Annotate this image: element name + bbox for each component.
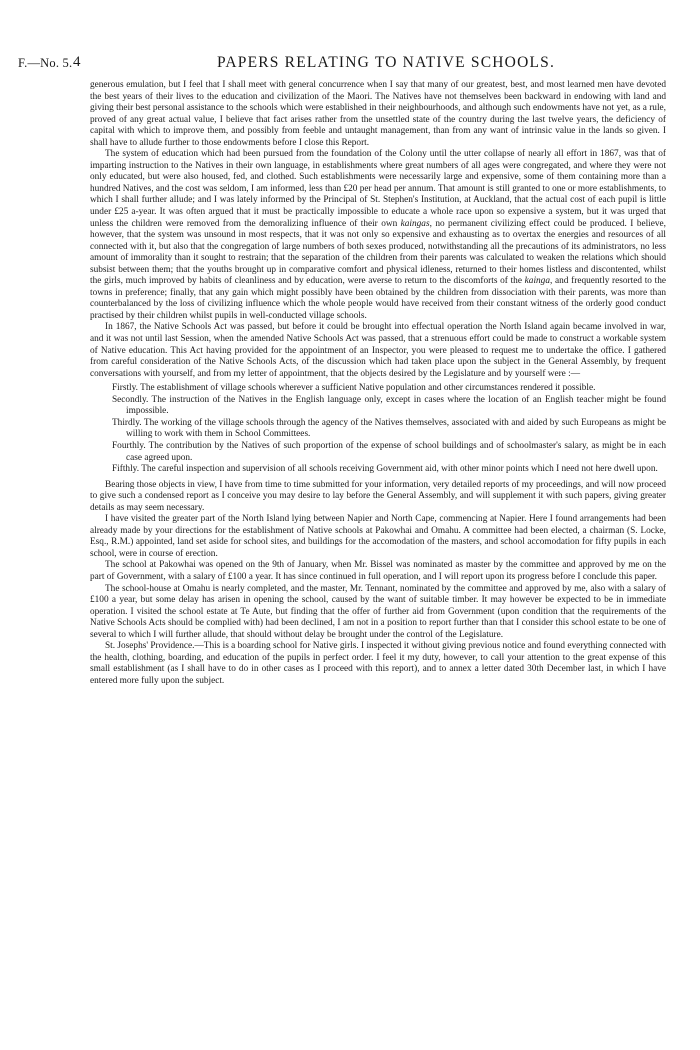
paragraph-endowments: generous emulation, but I feel that I shall meet with general concurrence when I say that many of our greatest, best, and most learned men have devoted the best years of their lives to the education and civilization of the Maori. The Natives have not themselves been backward in endowing with land and giving their best personal assistance to the schools which were established in their neighbourhoods, and although such endowments have not yet, as a rule, proved of any great actual value, I believe that fact arises rather from the unsettled state of the country during the last twelve years, the deficiency of capital with which to improve them, and possibly from feeble and untaught management, than from any want of intrinsic value in the lands so given. I shall have to allude further to those endowments before I close this Report. — [90, 80, 666, 148]
paragraph-omahu: The school-house at Omahu is nearly completed, and the master, Mr. Tennant, nominated by the committee and approved by me, also with a salary of £100 a year, but some delay has arisen in opening the school, caused by the want of suitable timber. It may however be expected to be in immediate operation. I visited the school estate at Te Aute, but finding that the offer of further aid from Government (upon condition that the requirements of the Native Schools Acts should be complied with) had been declined, I am not in a position to report further than that I consider this school estate to be one of several to which I will further allude, that should without delay be brought under the control of the Legislature. — [90, 583, 666, 640]
maori-term: kaingas — [400, 218, 430, 229]
paragraph-bearing-objects: Bearing those objects in view, I have from time to time submitted for your information, very detailed reports of my proceedings, and will now proceed to give such a condensed report as I conceive you may desire to lay before the General Assembly, and will supplement it with such papers, giving greater details as may seem necessary. — [90, 479, 666, 513]
paragraph-text: The system of education which had been pursued from the foundation of the Colony until the utter collapse of nearly all effort in 1867, was that of imparting instruction to the Natives in their own language, in establishments where great numbers of all ages were congregated, and where they were not only educated, but were also housed, fed, and clothed. Such establishments were necessarily large and expensive, some of them containing more than a hundred Natives, and the cost was seldom, I am informed, less than £20 per head per annum. That amount is still granted to one or more establishments, to which I shall further allude; and I was lately informed by the Principal of St. Stephen's Institution, at Auckland, that the actual cost of each pupil is little under £25 a-year. It was often argued that it must be practically impossible to educate a whole race upon so expensive a system, but it was urged that unless the children were removed from the demoralizing influence of their own — [90, 149, 666, 229]
list-item: Secondly. The instruction of the Natives in the English language only, except in cases where the location of an English teacher might be found impossible. — [112, 394, 666, 417]
maori-term: kainga — [524, 276, 550, 287]
paragraph-text: , no permanent civilizing effect could be produced. I believe, however, that the system was unsound in most respects, that it was not only so expensive and exhausting as to overtax the energies and resources of all connected with it, but also that the congregation of large numbers of both sexes produced, notwithstanding all the precautions of its administrators, no less amount of immorality than it sought to restrain; that the separation of the children from their parents was calculated to weaken the relations which should subsist between them; that the youths brought up in comparative comfort and physical idleness, returned to their homes listless and discontented, whilst the girls, much improved by habits of cleanliness and by education, were averse to return to the discomforts of the — [90, 218, 666, 287]
objects-list — [90, 383, 666, 475]
paragraph-text: , and frequently resorted to the towns in preference; finally, that any gain which might possibly have been obtained by the children from dissociation with their parents, was more than counterbalanced by the loss of civilizing influence which the whole people would have received from their constant witness of the orderly good conduct practised by their children whilst pupils in well-conducted village schools. — [90, 276, 666, 321]
list-item: Firstly. The establishment of village schools wherever a sufficient Native population and other circumstances rendered it possible. — [112, 383, 596, 394]
page-header — [0, 56, 700, 76]
paragraph-st-josephs: St. Josephs' Providence.—This is a boarding school for Native girls. I inspected it without giving previous notice and found everything connected with the health, clothing, boarding, and education of the pupils in perfect order. I feel it my duty, however, to call your attention to the great expense of this small establishment (as I shall have to do in other cases as I proceed with this report), and to annex a letter dated 30th December last, in which I have entered more fully upon the subject. — [90, 641, 666, 686]
paragraph-visits: I have visited the greater part of the North Island lying between Napier and North Cape, commencing at Napier. Here I found arrangements had been already made by your directions for the establishment of Native schools at Pakowhai and Omahu. A committee had been elected, a chairman (S. Locke, Esq., R.M.) appointed, land set aside for school sites, and buildings for the accomodation of the masters, and school accomodation for fifty pupils in each school, were in course of erection. — [90, 514, 666, 559]
document-reference: F.—No. 5. — [18, 56, 73, 70]
list-item: Fourthly. The contribution by the Natives of such proportion of the expense of school buildings and of schoolmaster's salary, as might be in each case agreed upon. — [112, 440, 666, 463]
running-title: PAPERS RELATING TO NATIVE SCHOOLS. — [216, 54, 556, 71]
page-number: 4 — [73, 54, 81, 70]
list-item: Fifthly. The careful inspection and supervision of all schools receiving Government aid, with other minor points which I need not here dwell upon. — [112, 464, 658, 475]
paragraph-native-schools-act: In 1867, the Native Schools Act was passed, but before it could be brought into effectual operation the North Island again became involved in war, and it was not until last Session, when the amended Native Schools Act was passed, that a strenuous effort could be made to construct a workable system of Native education. This Act having provided for the appointment of an Inspector, you were pleased to request me to undertake the office. I gathered from careful consideration of the Native Schools Acts, of the discussion which had taken place upon the subject in the General Assembly, by frequent conversations with yourself, and from my letter of appointment, that the objects desired by the Legislature and by yourself were :— — [90, 322, 666, 379]
paragraph-system-of-education — [90, 149, 666, 322]
list-item: Thirdly. The working of the village schools through the agency of the Natives themselves, associated with and aided by such Europeans as might be willing to work with them in School Committees. — [112, 417, 666, 440]
report-body — [90, 80, 666, 687]
paragraph-pakowhai: The school at Pakowhai was opened on the 9th of January, when Mr. Bissel was nominated as master by the committee and approved by me on the part of Government, with a salary of £100 a year. It has since continued in full operation, and I will report upon its progress before I conclude this paper. — [90, 560, 666, 582]
